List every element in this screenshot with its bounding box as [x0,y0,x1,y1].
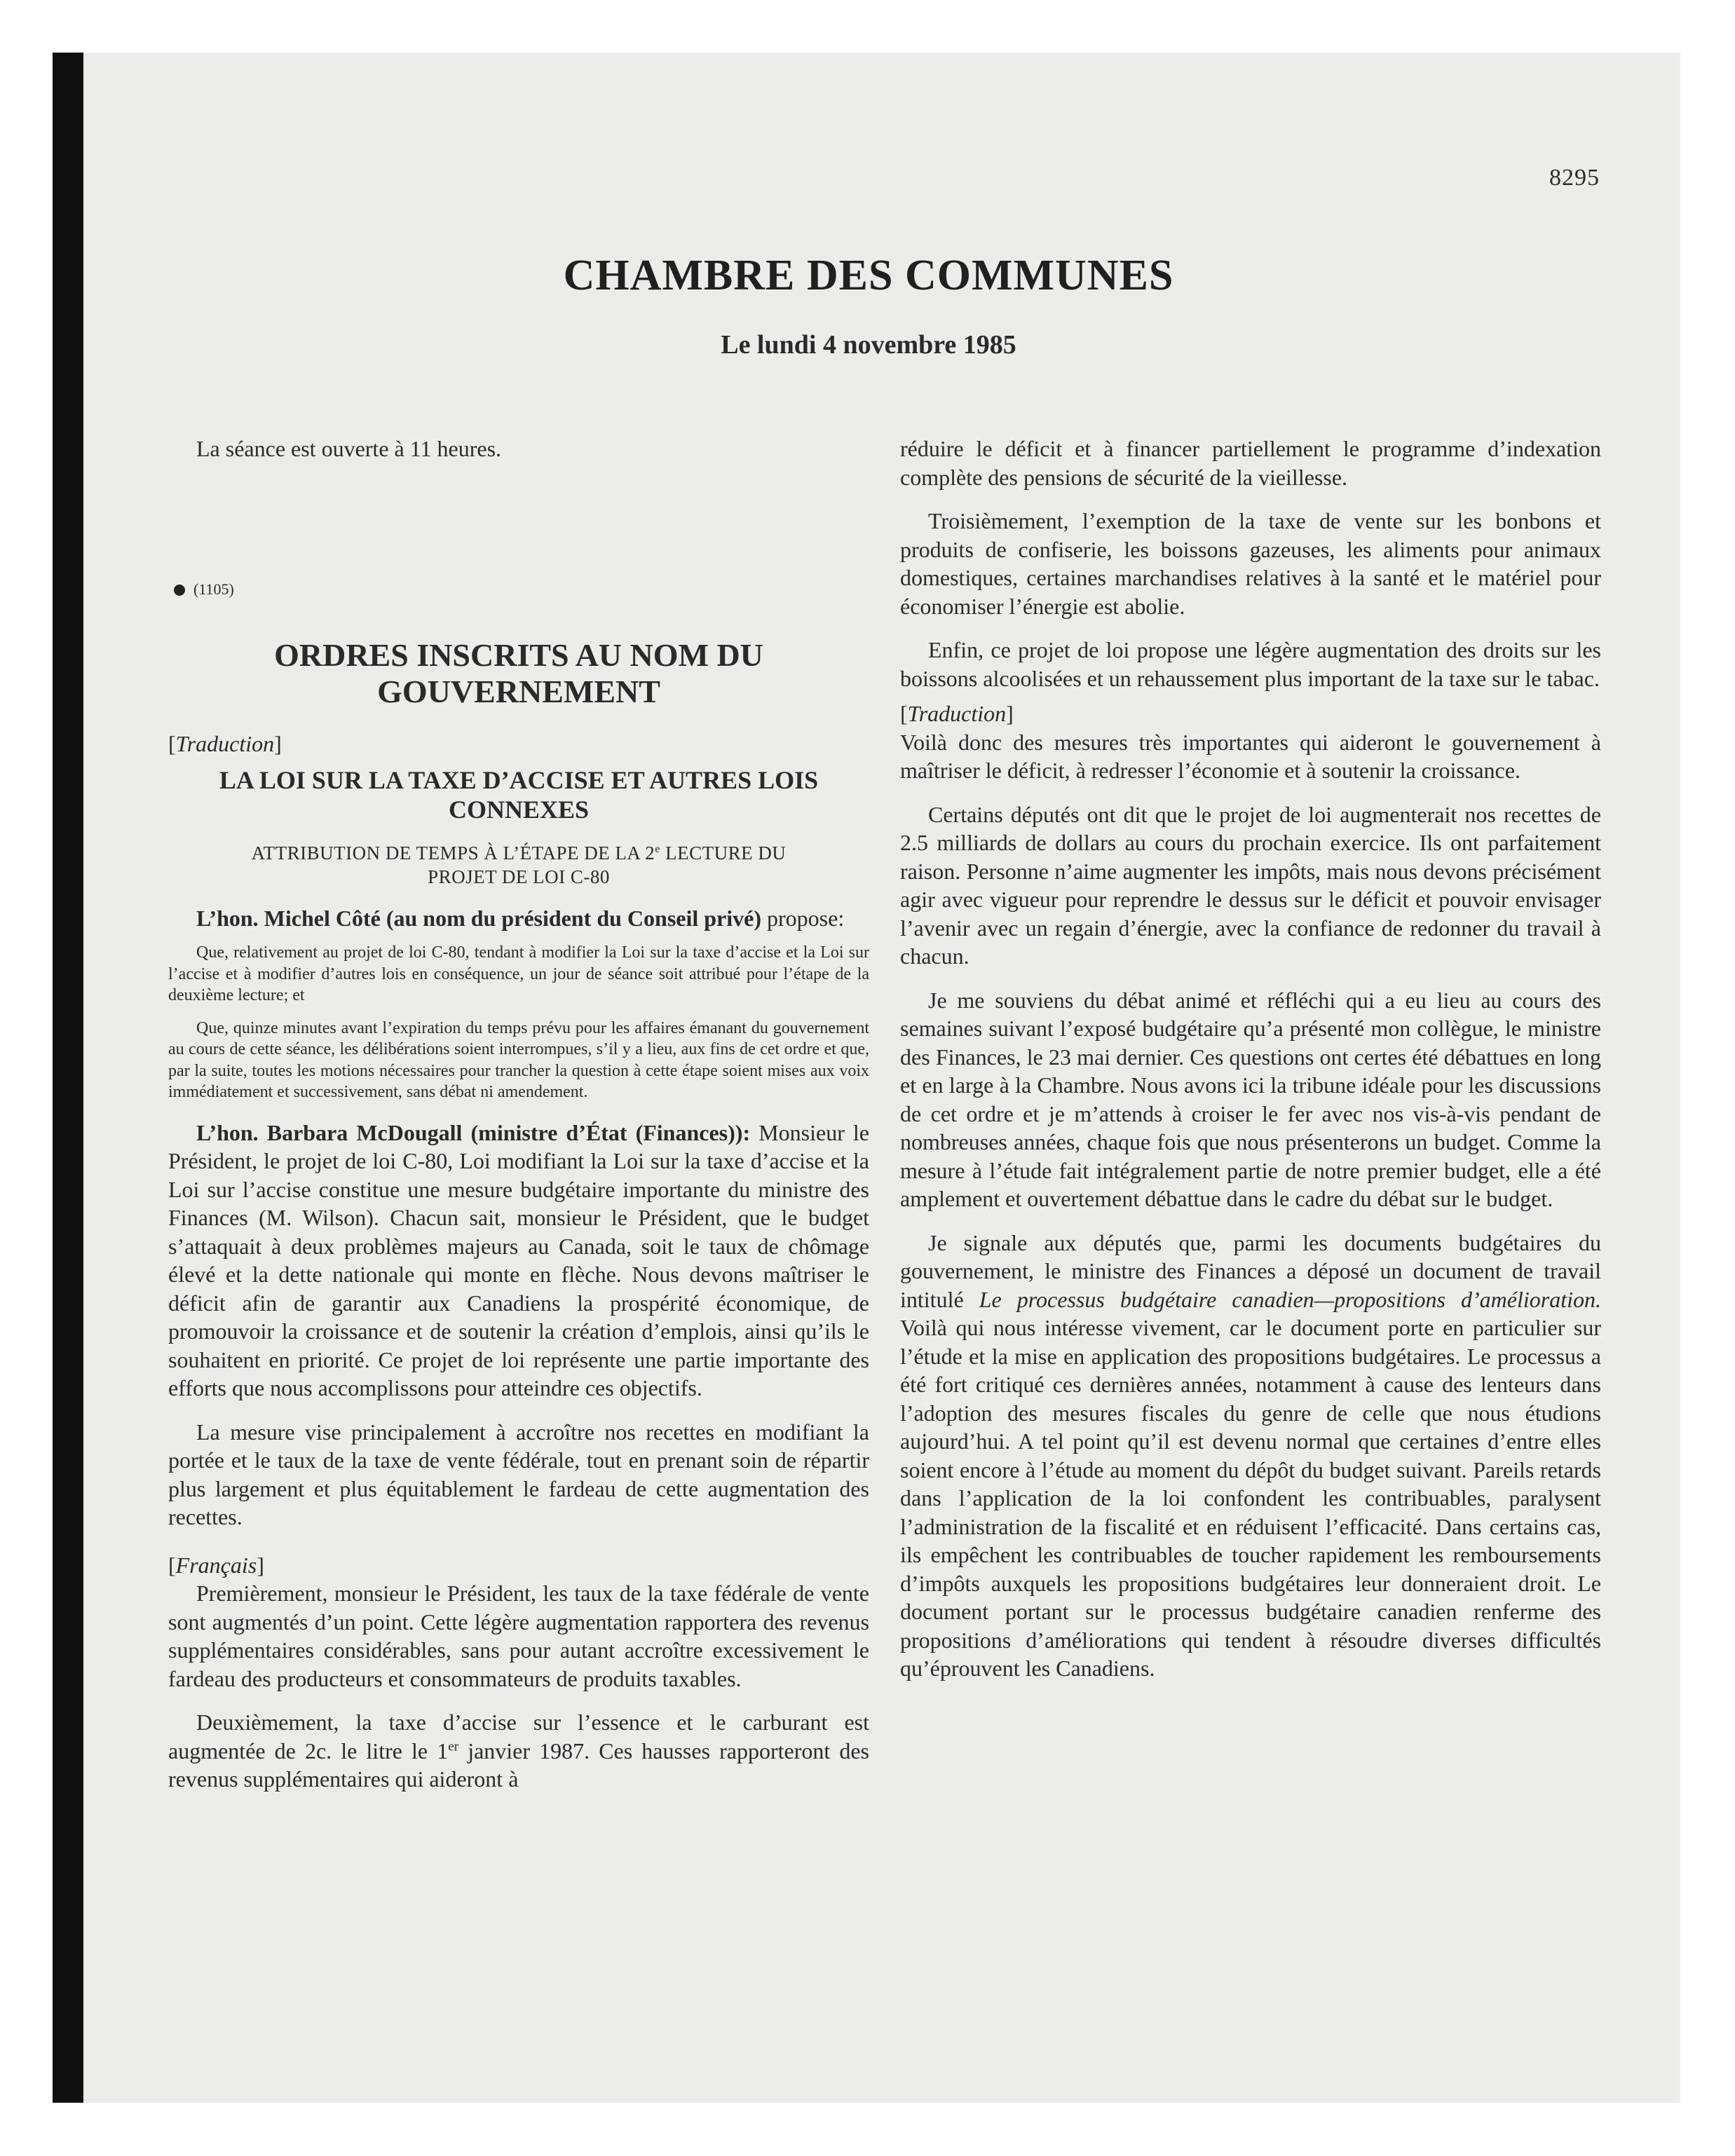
paragraph-continued: réduire le déficit et à financer partiellement le programme d’indexation complète des pensions de sécurité de la vieillesse. [900,436,1601,490]
speaker-name-mcdougall: L’hon. Barbara McDougall (ministre d’État (Finances)): [196,1119,751,1145]
allocation-heading [168,841,869,889]
paragraph-debate: Je me souviens du débat animé et réfléchi qui a eu lieu au cours des semaines suivant l’exposé budgétaire qu’a présenté mon collègue, le ministre des Finances, le 23 mai dernier. Ces questions ont certes été débattues en long et en large à la Chambre. Nous avons ici la tribune idéale pour les discussions de cet ordre et je m’attends à croiser le fer avec nos vis-à-vis pendant de nombreuses années, chaque fois que nous présenterons un budget. Comme la mesure à l’étude fait intégralement partie de notre premier budget, elle a été amplement et ouvertement débattue dans le cadre du débat sur le budget. [900,987,1601,1211]
translation-tag-right: [Traduction] [900,701,1014,726]
time-marker-label: (1105) [193,580,234,598]
speech-mcdougall [168,1119,869,1403]
translation-tag-right-label: Traduction [907,701,1007,726]
french-tag: [Français] [168,1552,264,1578]
allocation-heading-line-2: PROJET DE LOI C-80 [428,866,610,887]
speaker-intro-cote [168,904,869,933]
motion-paragraph-1: Que, relativement au projet de loi C-80, tendant à modifier la Loi sur la taxe d’accise et la Loi sur l’accise et à modifier d’autres lois en conséquence, un jour de séance soit attribué pour l’étape de la deuxième lecture; et [168,943,869,1004]
allocation-heading-a: ATTRIBUTION DE TEMPS À L’ÉTAPE DE LA 2 [251,842,655,864]
page-number: 8295 [1549,165,1600,191]
motion-paragraph-2: Que, quinze minutes avant l’expiration du temps prévu pour les affaires émanant du gouvernement au cours de cette séance, les délibérations soient interrompues, s’il y a lieu, aux fins de cet ordre et que, par la suite, toutes les motions nécessaires pour trancher la question à cette étape soient mises aux voix immédiatement et successivement, sans débat ni amendement. [168,1018,869,1101]
speech-text-1: Monsieur le Président, le projet de loi C-80, Loi modifiant la Loi sur la taxe d’accise et la Loi sur l’accise constitue une mesure budgétaire importante du ministre des Finances (M. Wilson). Chacun sait, monsieur le Président, que le budget s’attaquait à deux problèmes majeurs au Canada, soit le taux de chômage élevé et la dette nationale qui monte en flèche. Nous devons maîtriser le déficit afin de garantir aux Canadiens la prospérité économique, de promouvoir la croissance et de soutenir la création d’emplois, ainsi qu’ils le souhaitent en priorité. Ce projet de loi représente une partie importante des efforts que nous accomplissons pour atteindre ces objectifs. [168,1119,870,1400]
paragraph-second-measure [168,1708,869,1794]
french-tag-label: Français [175,1552,257,1578]
speaker-action: propose: [767,905,845,931]
para4-part-b: janvier 1987. Ces hausses rapporteront des revenus supplémentaires qui aideront à [168,1738,870,1792]
paragraph-first-measure: Premièrement, monsieur le Président, les taux de la taxe fédérale de vente sont augmentés d’un point. Cette légère augmentation rapportera des revenus supplémentaires considérables, sans pour autant accroître excessivement le fardeau des producteurs et consommateurs de produits taxables. [168,1581,869,1691]
sitting-date: Le lundi 4 novembre 1985 [721,330,1016,360]
bill-heading [168,765,869,824]
opening-line: La séance est ouverte à 11 heures. [196,436,502,461]
section-heading [168,637,869,710]
paragraph-deputies: Certains députés ont dit que le projet de loi augmenterait nos recettes de 2.5 milliards de dollars au cours du prochain exercice. Ils ont parfaitement raison. Personne n’aime augmenter les impôts, mais nous devons précisément agir avec vigueur pour reprendre le dessus sur le déficit et pouvoir envisager l’avenir avec un regain d’énergie, avec la confiance de redonner du travail à chacun. [900,801,1601,969]
bill-heading-line-2: CONNEXES [448,795,590,824]
section-heading-line-2: GOUVERNEMENT [377,674,660,709]
para4-sup: er [448,1738,459,1754]
left-column [168,435,869,1794]
allocation-heading-b: LECTURE DU [660,842,787,864]
paragraph-budget-process [900,1229,1601,1683]
bill-heading-line-1: LA LOI SUR LA TAXE D’ACCISE ET AUTRES LOIS [219,765,819,794]
paragraph-third-measure: Troisièmement, l’exemption de la taxe de vente sur les bonbons et produits de confiserie, les boissons gazeuses, les aliments pour animaux domestiques, certaines marchandises relatives à la santé et le matériel pour économiser l’énergie est abolie. [900,508,1601,619]
bullet-icon [174,585,185,596]
allocation-heading-sup: e [655,842,660,855]
paragraph-finally: Enfin, ce projet de loi propose une légère augmentation des droits sur les boissons alcoolisées et un rehaussement plus important de la taxe sur le tabac. [900,637,1601,691]
speaker-name-cote: L’hon. Michel Côté (au nom du président du Conseil privé) [196,905,761,931]
para4-part-a: Deuxièmement, la taxe d’accise sur l’essence et le carburant est augmentée de 2c. le litre le 1 [168,1710,869,1763]
time-marker [174,575,869,604]
p7-part-b: Voilà qui nous intéresse vivement, car le document porte en particulier sur l’étude et la mise en application des propositions budgétaires. Le processus a été fort critiqué ces dernières années, notamment à cause des lenteurs dans l’adoption des mesures fiscales du genre de celle que nous étudions aujourd’hui. A tel point qu’il est devenu normal que certaines d’entre elles soient encore à l’étude au moment du dépôt du budget suivant. Pareils retards dans l’application de la loi confondent les contribuables, paralysent l’administration de la fiscalité et en réduisent l’efficacité. Dans certains cas, ils empêchent les contribuables de toucher rapidement les remboursements d’impôts auxquels les propositions budgétaires leur donneraient droit. Le document portant sur le processus budgétaire canadien renferme des propositions d’améliorations qui tendent à résoudre diverses difficultés qu’éprouvent les Canadiens. [900,1315,1601,1681]
page-title: CHAMBRE DES COMMUNES [563,252,1174,299]
paragraph-important-measures: Voilà donc des mesures très importantes qui aideront le gouvernement à maîtriser le déficit, à redresser l’économie et à soutenir la croissance. [900,729,1601,783]
section-heading-line-1: ORDRES INSCRITS AU NOM DU [274,637,763,673]
right-column [900,435,1601,1683]
document-title: Le processus budgétaire canadien—propositions d’amélioration. [979,1286,1602,1312]
paragraph-revenue: La mesure vise principalement à accroître nos recettes en modifiant la portée et le taux de la taxe de vente fédérale, tout en prenant soin de répartir plus largement et plus équitablement le fardeau de cette augmentation des recettes. [168,1419,869,1529]
p7-part-a: Je signale aux députés que, parmi les documents budgétaires du gouvernement, le ministre des Finances a déposé un document de travail intitulé [900,1229,1601,1312]
translation-tag: [Traduction] [168,731,282,756]
translation-tag-label: Traduction [175,731,275,756]
